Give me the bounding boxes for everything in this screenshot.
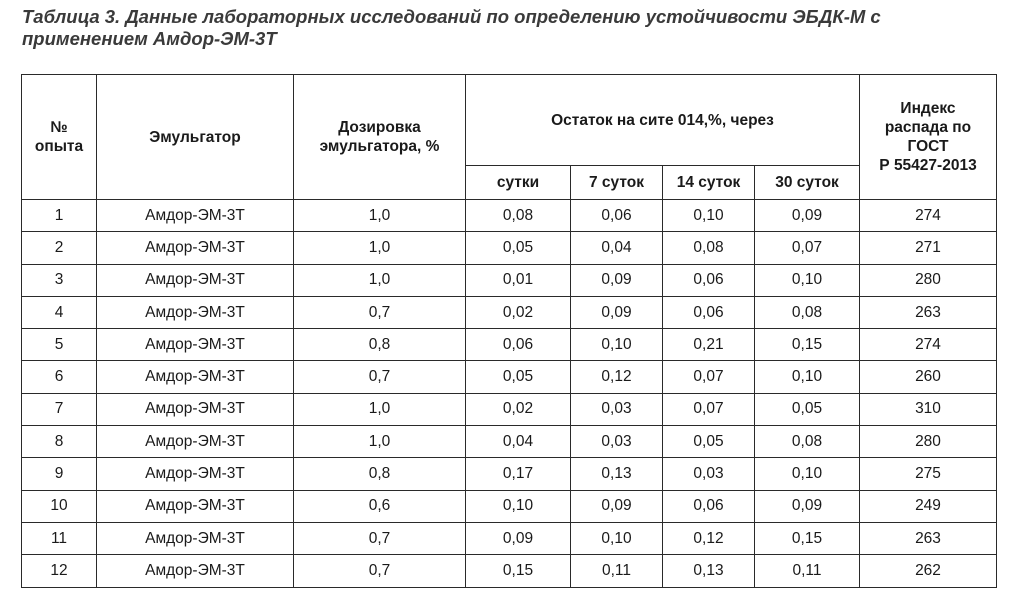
cell-residue-14-days: 0,06 bbox=[663, 296, 755, 328]
cell-residue-7-days: 0,10 bbox=[571, 329, 663, 361]
cell-residue-30-days: 0,15 bbox=[755, 522, 860, 554]
header-emulsifier: Эмульгатор bbox=[97, 75, 294, 200]
table-row bbox=[22, 200, 997, 232]
cell-residue-day: 0,10 bbox=[466, 490, 571, 522]
cell-dosage: 1,0 bbox=[294, 393, 466, 425]
cell-dosage: 1,0 bbox=[294, 200, 466, 232]
cell-residue-14-days: 0,05 bbox=[663, 426, 755, 458]
cell-residue-14-days: 0,13 bbox=[663, 555, 755, 587]
cell-residue-day: 0,17 bbox=[466, 458, 571, 490]
cell-residue-14-days: 0,12 bbox=[663, 522, 755, 554]
cell-residue-7-days: 0,09 bbox=[571, 264, 663, 296]
cell-experiment-number: 3 bbox=[22, 264, 97, 296]
cell-residue-7-days: 0,03 bbox=[571, 426, 663, 458]
cell-residue-30-days: 0,09 bbox=[755, 200, 860, 232]
cell-emulsifier: Амдор-ЭМ-3Т bbox=[97, 361, 294, 393]
cell-residue-30-days: 0,10 bbox=[755, 264, 860, 296]
cell-residue-14-days: 0,03 bbox=[663, 458, 755, 490]
cell-decay-index: 280 bbox=[860, 426, 997, 458]
cell-emulsifier: Амдор-ЭМ-3Т bbox=[97, 200, 294, 232]
cell-dosage: 0,7 bbox=[294, 522, 466, 554]
cell-residue-14-days: 0,21 bbox=[663, 329, 755, 361]
cell-emulsifier: Амдор-ЭМ-3Т bbox=[97, 426, 294, 458]
cell-decay-index: 260 bbox=[860, 361, 997, 393]
cell-residue-7-days: 0,04 bbox=[571, 232, 663, 264]
cell-experiment-number: 9 bbox=[22, 458, 97, 490]
cell-experiment-number: 4 bbox=[22, 296, 97, 328]
cell-residue-14-days: 0,06 bbox=[663, 490, 755, 522]
cell-residue-7-days: 0,09 bbox=[571, 296, 663, 328]
cell-emulsifier: Амдор-ЭМ-3Т bbox=[97, 393, 294, 425]
table-caption bbox=[22, 6, 1002, 50]
cell-emulsifier: Амдор-ЭМ-3Т bbox=[97, 490, 294, 522]
cell-residue-30-days: 0,08 bbox=[755, 296, 860, 328]
cell-experiment-number: 7 bbox=[22, 393, 97, 425]
cell-residue-7-days: 0,10 bbox=[571, 522, 663, 554]
cell-residue-7-days: 0,12 bbox=[571, 361, 663, 393]
cell-experiment-number: 12 bbox=[22, 555, 97, 587]
cell-emulsifier: Амдор-ЭМ-3Т bbox=[97, 232, 294, 264]
cell-residue-14-days: 0,06 bbox=[663, 264, 755, 296]
cell-emulsifier: Амдор-ЭМ-3Т bbox=[97, 296, 294, 328]
table-row bbox=[22, 522, 997, 554]
cell-dosage: 1,0 bbox=[294, 264, 466, 296]
cell-residue-14-days: 0,07 bbox=[663, 393, 755, 425]
cell-experiment-number: 6 bbox=[22, 361, 97, 393]
cell-residue-7-days: 0,06 bbox=[571, 200, 663, 232]
data-table bbox=[21, 74, 997, 588]
cell-decay-index: 249 bbox=[860, 490, 997, 522]
cell-experiment-number: 5 bbox=[22, 329, 97, 361]
cell-residue-30-days: 0,08 bbox=[755, 426, 860, 458]
cell-decay-index: 262 bbox=[860, 555, 997, 587]
cell-decay-index: 271 bbox=[860, 232, 997, 264]
cell-residue-day: 0,02 bbox=[466, 296, 571, 328]
cell-experiment-number: 2 bbox=[22, 232, 97, 264]
cell-residue-14-days: 0,08 bbox=[663, 232, 755, 264]
table-row bbox=[22, 296, 997, 328]
table-row bbox=[22, 426, 997, 458]
cell-decay-index: 274 bbox=[860, 200, 997, 232]
table-body bbox=[22, 200, 997, 588]
cell-residue-day: 0,15 bbox=[466, 555, 571, 587]
cell-residue-day: 0,05 bbox=[466, 361, 571, 393]
header-residue-day: сутки bbox=[466, 166, 571, 200]
cell-emulsifier: Амдор-ЭМ-3Т bbox=[97, 555, 294, 587]
cell-residue-30-days: 0,10 bbox=[755, 361, 860, 393]
cell-dosage: 0,6 bbox=[294, 490, 466, 522]
cell-dosage: 1,0 bbox=[294, 426, 466, 458]
table-row bbox=[22, 361, 997, 393]
cell-residue-7-days: 0,09 bbox=[571, 490, 663, 522]
cell-decay-index: 263 bbox=[860, 296, 997, 328]
caption-line-2: применением Амдор-ЭМ-3Т bbox=[22, 28, 277, 49]
cell-emulsifier: Амдор-ЭМ-3Т bbox=[97, 522, 294, 554]
table-row bbox=[22, 555, 997, 587]
header-residue-group: Остаток на сите 014,%, через bbox=[466, 75, 860, 166]
table-row bbox=[22, 393, 997, 425]
cell-residue-day: 0,08 bbox=[466, 200, 571, 232]
cell-dosage: 0,7 bbox=[294, 555, 466, 587]
cell-residue-14-days: 0,07 bbox=[663, 361, 755, 393]
header-decay-index: Индекс распада по ГОСТ Р 55427-2013 bbox=[860, 75, 997, 200]
table-row bbox=[22, 329, 997, 361]
cell-decay-index: 280 bbox=[860, 264, 997, 296]
header-residue-30-days: 30 суток bbox=[755, 166, 860, 200]
table-row bbox=[22, 458, 997, 490]
cell-dosage: 0,8 bbox=[294, 458, 466, 490]
cell-residue-30-days: 0,09 bbox=[755, 490, 860, 522]
cell-residue-14-days: 0,10 bbox=[663, 200, 755, 232]
table-row bbox=[22, 264, 997, 296]
cell-residue-30-days: 0,10 bbox=[755, 458, 860, 490]
cell-emulsifier: Амдор-ЭМ-3Т bbox=[97, 458, 294, 490]
header-residue-14-days: 14 суток bbox=[663, 166, 755, 200]
cell-residue-30-days: 0,07 bbox=[755, 232, 860, 264]
cell-residue-day: 0,04 bbox=[466, 426, 571, 458]
cell-residue-day: 0,02 bbox=[466, 393, 571, 425]
cell-residue-7-days: 0,13 bbox=[571, 458, 663, 490]
cell-dosage: 0,7 bbox=[294, 361, 466, 393]
cell-residue-30-days: 0,15 bbox=[755, 329, 860, 361]
cell-decay-index: 275 bbox=[860, 458, 997, 490]
cell-residue-30-days: 0,11 bbox=[755, 555, 860, 587]
header-residue-7-days: 7 суток bbox=[571, 166, 663, 200]
cell-emulsifier: Амдор-ЭМ-3Т bbox=[97, 264, 294, 296]
cell-residue-30-days: 0,05 bbox=[755, 393, 860, 425]
cell-decay-index: 263 bbox=[860, 522, 997, 554]
cell-experiment-number: 8 bbox=[22, 426, 97, 458]
cell-dosage: 0,7 bbox=[294, 296, 466, 328]
header-experiment-number: № опыта bbox=[22, 75, 97, 200]
cell-residue-day: 0,06 bbox=[466, 329, 571, 361]
cell-dosage: 0,8 bbox=[294, 329, 466, 361]
caption-line-1: Таблица 3. Данные лабораторных исследований по определению устойчивости ЭБДК-М с bbox=[22, 6, 881, 27]
cell-experiment-number: 1 bbox=[22, 200, 97, 232]
cell-decay-index: 310 bbox=[860, 393, 997, 425]
cell-residue-7-days: 0,03 bbox=[571, 393, 663, 425]
cell-experiment-number: 10 bbox=[22, 490, 97, 522]
header-dosage: Дозировка эмульгатора, % bbox=[294, 75, 466, 200]
table-row bbox=[22, 232, 997, 264]
cell-emulsifier: Амдор-ЭМ-3Т bbox=[97, 329, 294, 361]
cell-residue-day: 0,05 bbox=[466, 232, 571, 264]
cell-decay-index: 274 bbox=[860, 329, 997, 361]
cell-residue-day: 0,09 bbox=[466, 522, 571, 554]
cell-residue-day: 0,01 bbox=[466, 264, 571, 296]
table-row bbox=[22, 490, 997, 522]
cell-residue-7-days: 0,11 bbox=[571, 555, 663, 587]
cell-dosage: 1,0 bbox=[294, 232, 466, 264]
cell-experiment-number: 11 bbox=[22, 522, 97, 554]
